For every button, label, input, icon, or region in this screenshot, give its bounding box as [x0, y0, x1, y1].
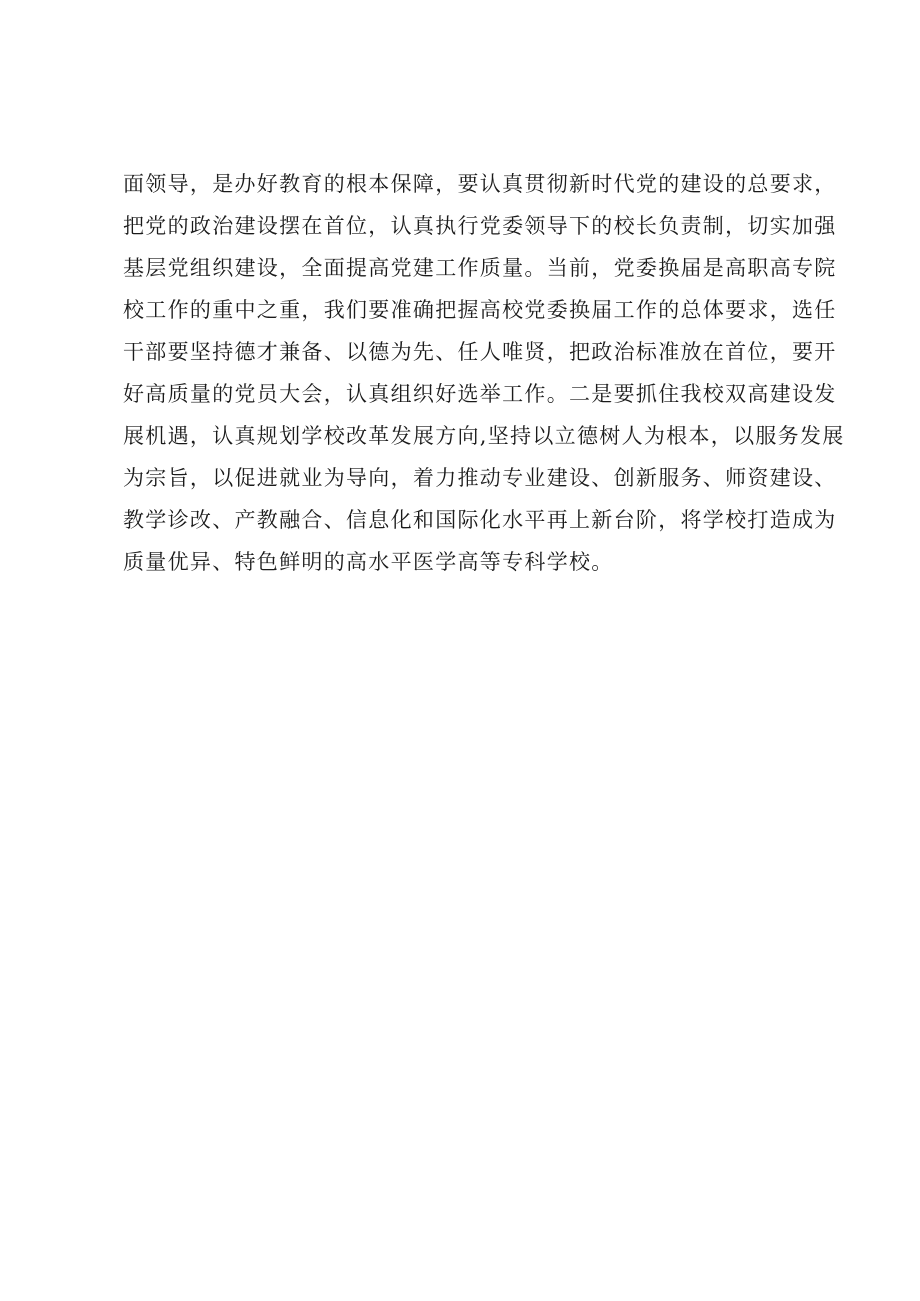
paragraph-line-6: 好高质量的党员大会，认真组织好选举工作。二是要抓住我校双高建设发	[123, 382, 837, 406]
paragraph-line-8: 为宗旨，以促进就业为导向，着力推动专业建设、创新服务、师资建设、	[123, 466, 837, 490]
paragraph-line-7: 展机遇，认真规划学校改革发展方向,坚持以立德树人为根本，以服务发展	[123, 424, 845, 448]
paragraph-line-9: 教学诊改、产教融合、信息化和国际化水平再上新台阶，将学校打造成为	[123, 508, 837, 532]
paragraph-line-4: 校工作的重中之重，我们要准确把握高校党委换届工作的总体要求，选任	[123, 298, 837, 322]
paragraph-line-3: 基层党组织建设，全面提高党建工作质量。当前，党委换届是高职高专院	[123, 256, 837, 280]
paragraph-line-10: 质量优异、特色鲜明的高水平医学高等专科学校。	[123, 550, 614, 574]
paragraph-line-2: 把党的政治建设摆在首位，认真执行党委领导下的校长负责制，切实加强	[123, 214, 837, 238]
body-paragraph	[123, 163, 845, 583]
paragraph-line-1: 面领导，是办好教育的根本保障，要认真贯彻新时代党的建设的总要求，	[123, 172, 837, 196]
paragraph-line-5: 干部要坚持德才兼备、以德为先、任人唯贤，把政治标准放在首位，要开	[123, 340, 837, 364]
